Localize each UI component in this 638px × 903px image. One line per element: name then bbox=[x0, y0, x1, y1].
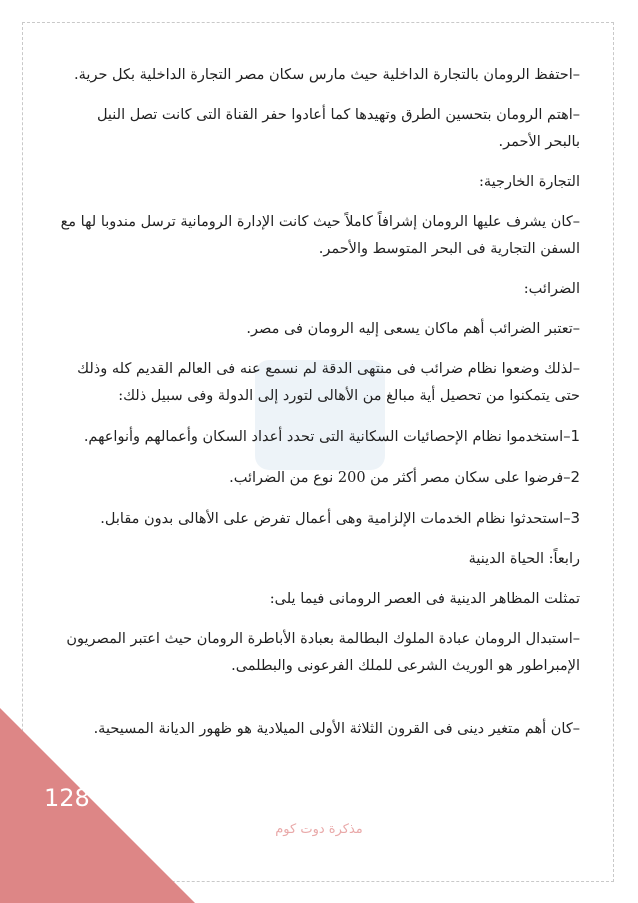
section-heading: رابعاً: الحياة الدينية bbox=[468, 551, 580, 567]
paragraph: –احتفظ الرومان بالتجارة الداخلية حيث مارس سكان مصر التجارة الداخلية بكل حرية. bbox=[74, 67, 580, 83]
section-heading: الضرائب: bbox=[523, 281, 580, 297]
paragraph: –تعتبر الضرائب أهم ماكان يسعى إليه الرومان فى مصر. bbox=[246, 321, 580, 337]
numbered-item bbox=[60, 464, 580, 492]
item-number: 2 bbox=[570, 468, 580, 486]
numbered-item bbox=[60, 423, 580, 451]
document-body bbox=[60, 62, 580, 756]
paragraph: –استبدال الرومان عبادة الملوك البطالمة بعبادة الأباطرة الرومان حيث اعتبر المصريون الإمبراطور هو الوريث الشرعى للملك الفرعونى والبطلمى. bbox=[66, 631, 580, 674]
paragraph: –كان أهم متغير دينى فى القرون الثلاثة الأولى الميلادية هو ظهور الديانة المسيحية. bbox=[93, 721, 580, 737]
page-number: 128 bbox=[44, 784, 90, 812]
paragraph: –اهتم الرومان بتحسين الطرق وتهيدها كما أعادوا حفر القناة التى كانت تصل النيل بالبحر الأحمر. bbox=[96, 107, 580, 150]
corner-decoration bbox=[0, 708, 195, 903]
item-text: –استخدموا نظام الإحصائيات السكانية التى تحدد أعداد السكان وأعمالهم وأنواعهم. bbox=[83, 429, 571, 445]
paragraph: –كان يشرف عليها الرومان إشرافاً كاملاً حيث كانت الإدارة الرومانية ترسل مندوبا لها مع السفن التجارية فى البحر المتوسط والأحمر. bbox=[60, 214, 580, 257]
paragraph: تمثلت المظاهر الدينية فى العصر الرومانى فيما يلى: bbox=[269, 591, 580, 607]
item-number: 1 bbox=[570, 427, 580, 445]
item-text: –فرضوا على سكان مصر أكثر من 200 نوع من الضرائب. bbox=[229, 470, 571, 486]
footer-watermark: مذكرة دوت كوم bbox=[275, 822, 363, 837]
section-heading: التجارة الخارجية: bbox=[478, 174, 580, 190]
paragraph: –لذلك وضعوا نظام ضرائب فى منتهى الدقة لم نسمع عنه فى العالم القديم كله وذلك حتى يتمكنوا من تحصيل أية مبالغ من الأهالى لتورد إلى الدولة وفى سبيل ذلك: bbox=[77, 361, 580, 404]
numbered-item bbox=[60, 505, 580, 533]
item-text: –استحدثوا نظام الخدمات الإلزامية وهى أعمال تفرض على الأهالى بدون مقابل. bbox=[100, 511, 571, 527]
item-number: 3 bbox=[570, 509, 580, 527]
